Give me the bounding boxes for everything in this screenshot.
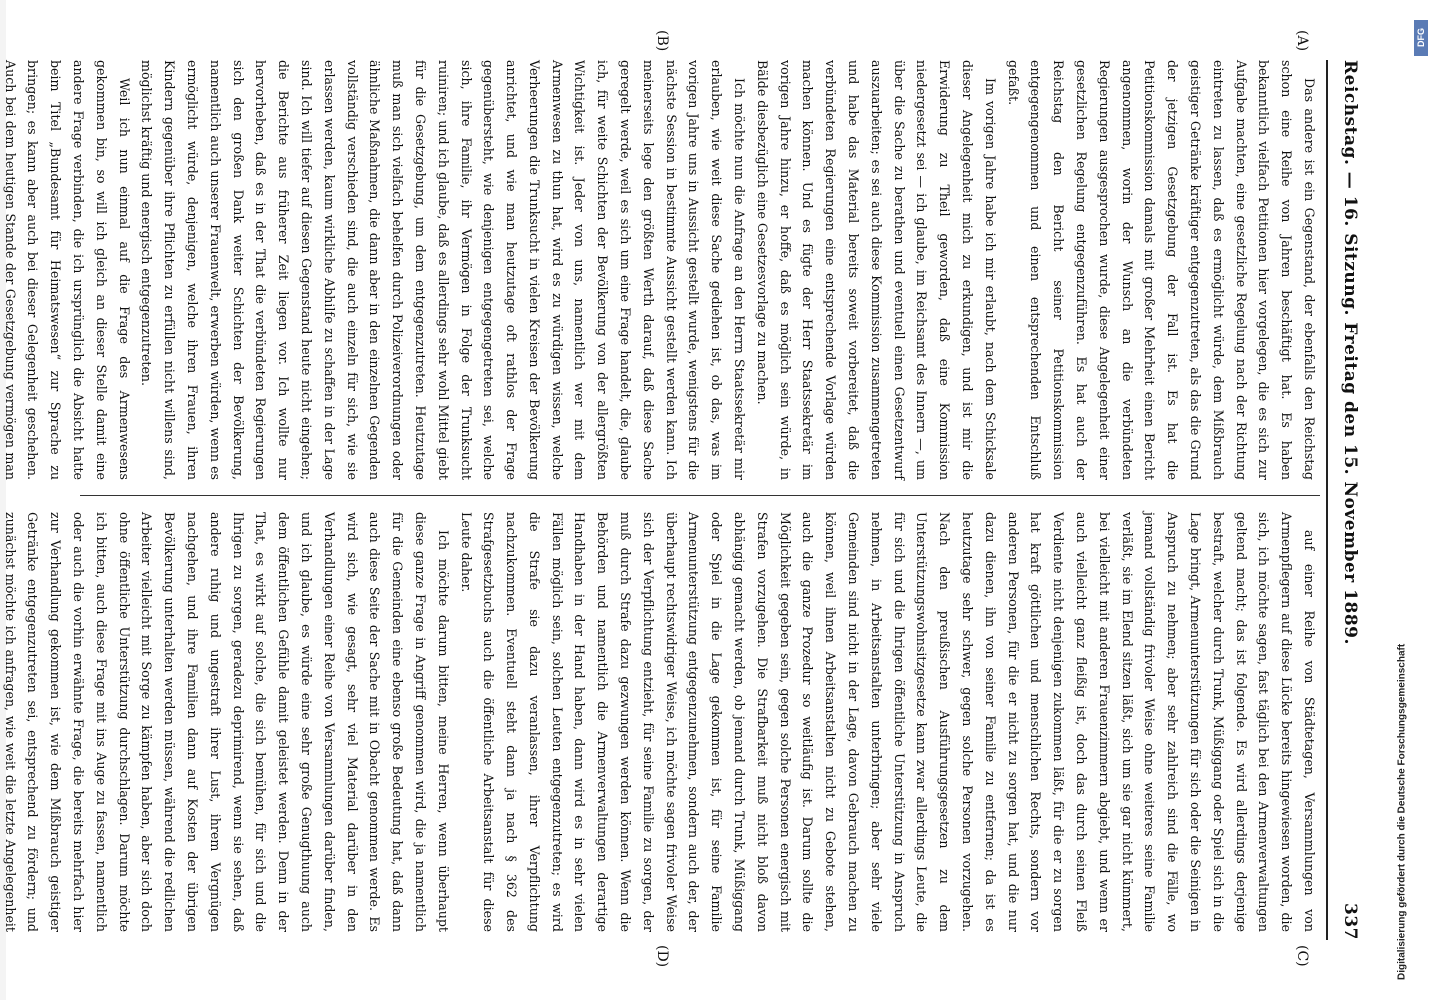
marker-c: (C) bbox=[1294, 945, 1310, 967]
right-column bbox=[2, 512, 1320, 932]
paragraph: Im vorigen Jahre habe ich mir erlaubt, nach dem Schicksale dieser Angelegenheit mich zu erkundigen, und ist mir die Erwiderung zu Theil geworden, daß eine Kommission niedergesetzt sei — ich glaube, im Reichsamt des Innern —, um über die Sache zu berathen und eventuell einen Gesetzentwurf auszuarbeiten; es sei auch diese Kommission zusammengetreten und habe das Material bereits soweit vorbereitet, daß die verbündeten Regierungen eine entsprechende Vorlage würden machen können. Und es fügte der Herr Staatssekretär im vorigen Jahre hinzu, er hoffe, daß es möglich sein würde, in Bälde diesbezüglich eine Gesetzesvorlage zu machen. bbox=[754, 60, 998, 480]
paragraph: Das andere ist ein Gegenstand, der ebenfalls den Reichstag schon eine Reihe von Jahren beschäftigt hat. Es haben bekanntlich vielfach Petitionen hier vorgelegen, die es sich zur Aufgabe machten, eine gesetzliche Regelung nach der Richtung eintreten zu lassen, daß es ermöglicht würde, dem Mißbrauch geistiger Getränke kräftiger entgegenzutreten, als das die Grund der jetzigen Gesetzgebung der Fall ist. Es hat die Petitionskommission damals mit großer Mehrheit einen Bericht angenommen, worin der Wunsch an die verbündeten Regierungen ausgesprochen wurde, diese Angelegenheit einer gesetzlichen Regelung entgegenzuführen. Es hat auch der Reichstag den Bericht seiner Petitionskommission entgegengenommen und einen entsprechenden Entschluß gefaßt. bbox=[1005, 60, 1317, 480]
digitization-note: Digitalisierung gefördert durch die Deutsche Forschungsgemeinschaft bbox=[1396, 643, 1408, 980]
paragraph: Ich möchte nun die Anfrage an den Herrn Staatssekretär mir erlauben, wie weit diese Sache gediehen ist, ob das, was im vorigen Jahre uns in Aussicht gestellt wurde, wenigstens für die nächste Session in bestimmte Aussicht gestellt werden kann. Ich meinerseits lege den größten Werth darauf, daß diese Sache geregelt werde, weil es sich um eine Frage handelt, die, glaube ich, für weite Schichten der Bevölkerung von der allergrößten Wichtigkeit ist. Jeder von uns, namentlich wer mit dem Armenwesen zu thun hat, wird es zu würdigen wissen, welche Verheerungen die Trunksucht in vielen Kreisen der Bevölkerung anrichtet, und wie man heutzutage oft rathlos der Frage gegenübersteht, wie denjenigen entgegengetreten sei, welche sich, ihre Familie, ihr Vermögen in Folge der Trunksucht ruiniren; und ich glaube, daß es allerdings sehr wohl Mittel giebt für die Gesetzgebung, um dem entgegenzutreten. Heutzutage muß man sich vielfach behelfen durch Polizeiverordnungen oder ähnliche Maßnahmen, die dann aber in den einzelnen Gegenden vollständig verschieden sind, die auch einzeln für sich, wie sie erlassen werden, kaum wirkliche Abhilfe zu schaffen in der Lage sind. Ich will tiefer auf diesen Gegenstand heute nicht eingehen; die Berichte aus früherer Zeit liegen vor. Ich wollte nur hervorheben, daß es in der That die verbündeten Regierungen sich den großen Dank weiter Schichten der Bevölkerung, namentlich auch unserer Frauenwelt, erwerben würden, wenn es ermöglicht würde, denjenigen, welche ihren Frauen, ihren Kindern gegenüber ihre Pflichten zu erfüllen nicht willens sind, möglichst kräftig und energisch entgegenzutreten. bbox=[139, 60, 748, 480]
left-column bbox=[2, 60, 1320, 480]
marker-a: (A) bbox=[1294, 30, 1310, 52]
paragraph: Ich möchte darum bitten, meine Herren, wenn überhaupt diese ganze Frage in Angriff genommen wird, die ja namentlich für die Gemeinden eine ebenso große Bedeutung hat, daß dann auch diese Seite der Sache mit in Obacht genommen werde. Es wird sich, wie gesagt, sehr viel Material darüber in den Verhandlungen einer Reihe von Versammlungen darüber finden, und ich glaube, es würde eine sehr große Genugthuung auch dem öffentlichen Gefühle damit geleistet werden. Denn in der That, es wirkt auf solche, die sich bemühen, für sich und die Ihrigen zu sorgen, geradezu deprimirend, wenn sie sehen, daß andere ruhig und ungestraft ihrer Lust, ihrem Vergnügen nachgehen, und ihre Familien dann auf Kosten der übrigen Bevölkerung unterhalten werden müssen, während die redlichen Arbeiter vielleicht mit Sorge zu kämpfen haben, aber sich doch ohne öffentliche Unterstützung durchschlagen. Darum möchte ich bitten, auch diese Frage mit ins Auge zu fassen, namentlich oder auch die vorhin erwähnte Frage, die bereits mehrfach hier zur Verhandlung gekommen ist, wie dem Mißbrauch geistiger Getränke entgegenzutreten sei, entsprechend zu fördern; und zunächst möchte ich anfragen, wie weit die letzte Angelegenheit bbox=[2, 512, 451, 932]
page-number: 337 bbox=[1340, 903, 1360, 940]
dfg-logo: DFG bbox=[1414, 20, 1428, 56]
column-divider bbox=[80, 495, 1320, 496]
header-rule bbox=[1326, 60, 1328, 940]
marker-d: (D) bbox=[654, 945, 670, 968]
marker-b: (B) bbox=[654, 30, 670, 52]
paragraph: auf einer Reihe von Städtetagen, Versammlungen von Armenpflegern auf diese Lücke bereits hingewiesen worden, die sich, ich möchte sagen, fast täglich bei den Armenverwaltungen geltend macht; das ist folgende. Es wird allerdings derjenige bestraft, welcher durch Trunk, Müßiggang oder Spiel sich in die Lage bringt, Armenunterstützungen für sich oder die Seinigen in Anspruch zu nehmen; aber sehr zahlreich sind die Fälle, wo jemand vollständig frivoler Weise ohne weiteres seine Familie verläßt, sie im Elend sitzen läßt, sich um sie gar nicht kümmert, bei vielleicht mit anderen Frauenzimmern abgiebt, und wenn er auch vielleicht ganz fleißig ist, doch das durch seinen Fleiß Verdiente nicht denjenigen zukommen läßt, für die er zu sorgen hat kraft göttlichen und menschlichen Rechts, sondern vor anderen Personen, für die er nicht zu sorgen hat, und die nur dazu dienen, ihn von seiner Familie zu entfernen; da ist es heutzutage sehr schwer, gegen solche Personen vorzugehen. Nach den preußischen Ausführungsgesetzen zu dem Unterstützungswohnsitzgesetze kann zwar allerdings Leute, die für sich und die Ihrigen öffentliche Unterstützung in Anspruch nehmen, in Arbeitsanstalten unterbringen; aber sehr viele Gemeinden sind nicht in der Lage, davon Gebrauch machen zu können, weil ihnen Arbeitsanstalten nicht zu Gebote stehen, auch die ganze Prozedur so weitläufig ist. Darum sollte die Möglichkeit gegeben sein, gegen solche Personen energisch mit Strafen vorzugehen. Die Strafbarkeit muß nicht bloß davon abhängig gemacht werden, ob jemand durch Trunk, Müßiggang oder Spiel in die Lage gekommen ist, für seine Familie Armenunterstützung entgegenzunehmen, sondern auch der, der überhaupt rechtswidriger Weise, ich möchte sagen frivoler Weise sich der Verpflichtung entzieht, für seine Familie zu sorgen, der muß durch Strafe dazu gezwungen werden können. Wenn die Behörden und namentlich die Armenverwaltungen derartige Handhaben in der Hand haben, dann wird es in sehr vielen Fällen möglich sein, solchen Leuten entgegenzutreten; es wird die Strafe sie dazu veranlassen, ihrer Verpflichtung nachzukommen. Eventuell steht dann ja nach § 362 des Strafgesetzbuchs auch die öffentliche Arbeitsanstalt für diese Leute daher. bbox=[458, 512, 1317, 932]
paragraph: Weil ich nun einmal auf die Frage des Armenwesens gekommen bin, so will ich gleich an dieser Stelle damit eine andere Frage verbinden, die ich ursprünglich die Absicht hatte beim Titel „Bundesamt für Heimatswesen“ zur Sprache zu bringen; es kann aber auch bei dieser Gelegenheit geschehen. Auch bei dem heutigen Stande der Gesetzgebung vermögen man bbox=[2, 60, 132, 480]
running-head-title: Reichstag. — 16. Sitzung. Freitag den 15. November 1889. bbox=[1340, 60, 1360, 645]
running-head bbox=[1332, 60, 1368, 940]
